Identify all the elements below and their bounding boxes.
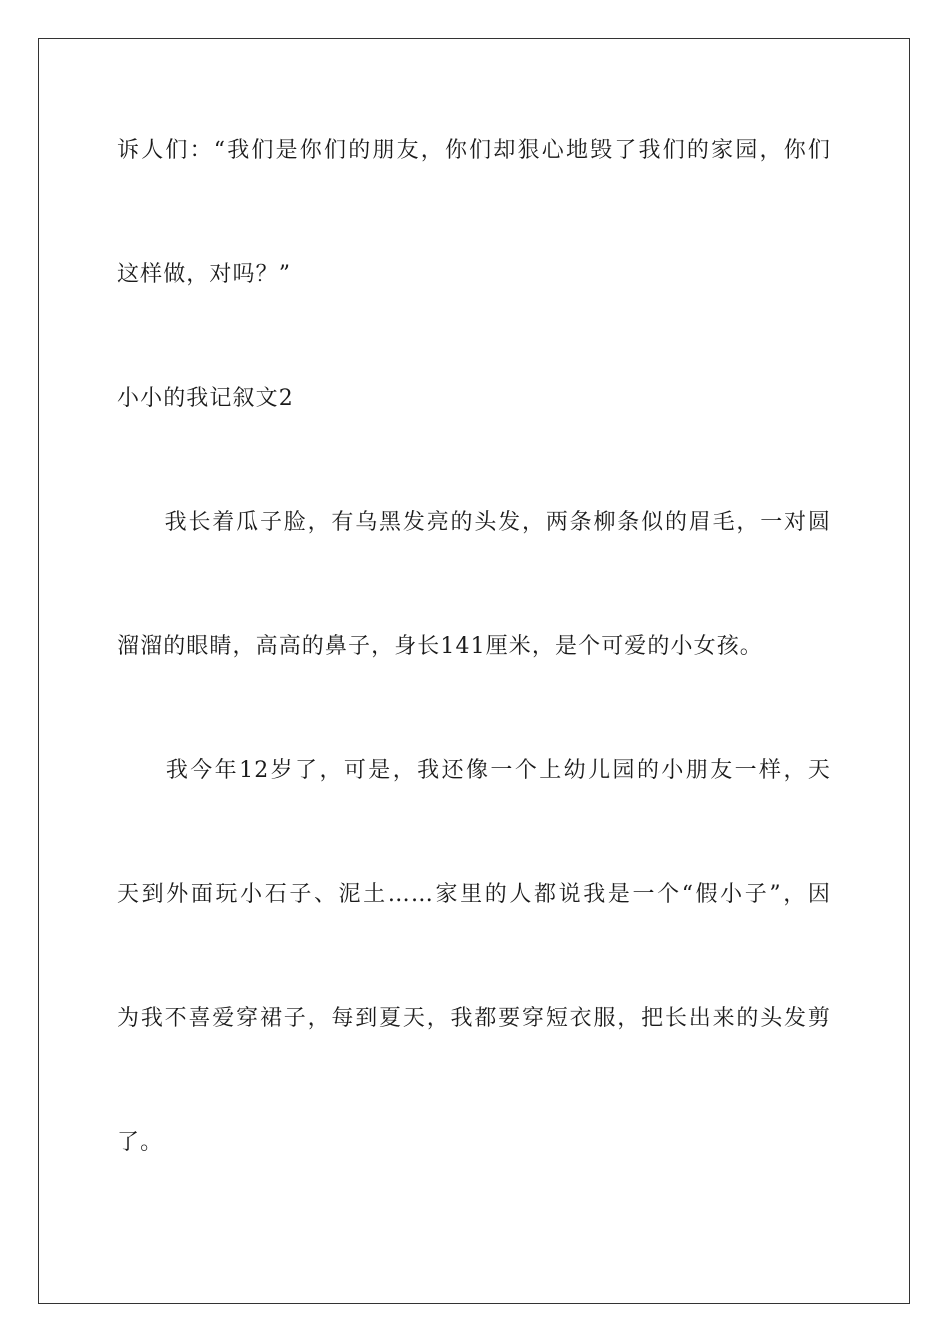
text-line: 了。 xyxy=(117,1130,164,1155)
text-line: 天到外面玩小石子、泥土……家里的人都说我是一个“假小子”，因 xyxy=(117,882,831,907)
text-line: 我长着瓜子脸，有乌黑发亮的头发，两条柳条似的眉毛，一对圆 xyxy=(117,510,831,535)
text-line: 为我不喜爱穿裙子，每到夏天，我都要穿短衣服，把长出来的头发剪 xyxy=(117,1006,831,1031)
text-line: 溜溜的眼睛，高高的鼻子，身长141厘米，是个可爱的小女孩。 xyxy=(117,634,763,659)
text-line: 我今年12岁了，可是，我还像一个上幼儿园的小朋友一样，天 xyxy=(117,758,831,783)
section-title: 小小的我记叙文2 xyxy=(117,386,294,411)
page-frame xyxy=(38,38,910,1304)
text-line: 这样做，对吗？” xyxy=(117,262,292,287)
text-line: 诉人们：“我们是你们的朋友，你们却狠心地毁了我们的家园，你们 xyxy=(117,138,831,163)
